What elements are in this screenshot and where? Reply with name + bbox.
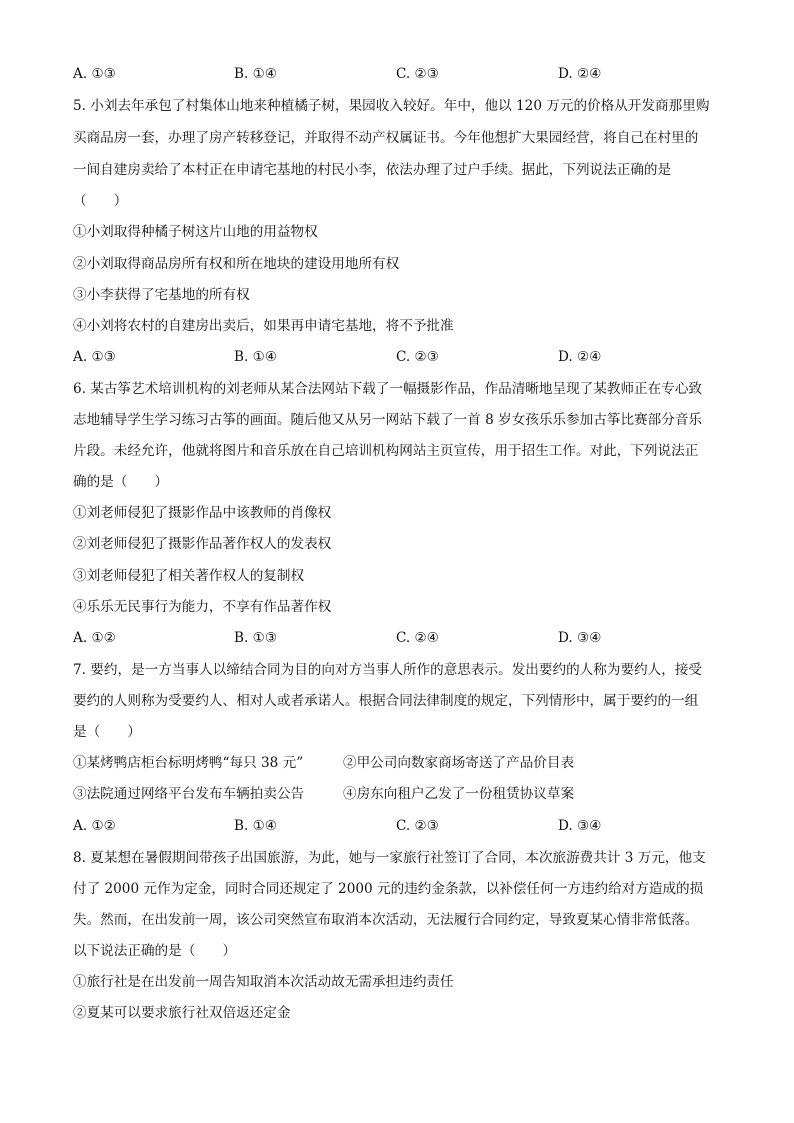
q6-option-d[interactable]: D. ③④ [558, 630, 602, 646]
q8-stem-line: 付了 2000 元作为定金，同时合同还规定了 2000 元的违约金条款，以补偿任何一方违约给对方造成的损 [73, 881, 704, 897]
q6-item: ②刘老师侵犯了摄影作品著作权人的发表权 [73, 536, 332, 552]
q4-option-a[interactable]: A. ①③ [73, 66, 116, 82]
q4-options [73, 64, 733, 84]
q6-item: ④乐乐无民事行为能力，不享有作品著作权 [73, 599, 332, 615]
q8-stem-line: 失。然而，在出发前一周，该公司突然宣布取消本次活动，无法履行合同约定，导致夏某心情非常低落。 [73, 912, 699, 928]
q6-option-c[interactable]: C. ②④ [396, 630, 439, 646]
q7-option-d[interactable]: D. ③④ [558, 818, 602, 834]
q5-stem-line: 5. 小刘去年承包了村集体山地来种植橘子树，果园收入较好。年中，他以 120 万元的价格从开发商那里购 [73, 98, 710, 114]
q6-item: ①刘老师侵犯了摄影作品中该教师的肖像权 [73, 505, 332, 521]
q5-item: ①小刘取得种橘子树这片山地的用益物权 [73, 224, 318, 240]
q5-options [73, 347, 733, 367]
q5-item: ②小刘取得商品房所有权和所在地块的建设用地所有权 [73, 256, 400, 272]
q6-option-b[interactable]: B. ①③ [234, 630, 278, 646]
q7-stem-line: 要约的人则称为受要约人、相对人或者承诺人。根据合同法律制度的规定，下列情形中，属于要约的一组 [73, 693, 699, 709]
q7-item: ②甲公司向数家商场寄送了产品价目表 [343, 755, 575, 771]
q7-item: ④房东向租户乙发了一份租赁协议草案 [343, 786, 575, 802]
q5-option-b[interactable]: B. ①④ [234, 349, 278, 365]
q6-stem-line: 片段。未经允许，他就将图片和音乐放在自己培训机构网站主页宣传，用于招生工作。对此，下列说法正 [73, 443, 699, 459]
q6-stem-line: 确的是（ ） [73, 474, 169, 490]
q5-stem-line: 买商品房一套，办理了房产转移登记，并取得不动产权属证书。今年他想扩大果园经营，将自己在村里的 [73, 130, 699, 146]
q7-option-a[interactable]: A. ①② [73, 818, 116, 834]
q7-item: ①某烤鸭店柜台标明烤鸭“每只 38 元” [73, 755, 304, 771]
q5-option-d[interactable]: D. ②④ [558, 349, 602, 365]
q5-stem-line: 一间自建房卖给了本村正在申请宅基地的村民小李，依法办理了过户手续。据此，下列说法正确的是 [73, 162, 672, 178]
q8-stem-line: 8. 夏某想在暑假期间带孩子出国旅游，为此，她与一家旅行社签订了合同，本次旅游费共计 3 万元，他支 [73, 850, 706, 866]
q5-item: ③小李获得了宅基地的所有权 [73, 287, 250, 303]
q5-item: ④小刘将农村的自建房出卖后，如果再申请宅基地，将不予批准 [73, 318, 454, 334]
q5-option-a[interactable]: A. ①③ [73, 349, 116, 365]
q7-stem-line: 是（ ） [73, 724, 141, 740]
q8-item: ①旅行社是在出发前一周告知取消本次活动故无需承担违约责任 [73, 974, 454, 990]
q8-item: ②夏某可以要求旅行社双倍返还定金 [73, 1005, 291, 1021]
q6-options [73, 628, 733, 648]
q6-item: ③刘老师侵犯了相关著作权人的复制权 [73, 568, 305, 584]
q8-stem-line: 以下说法正确的是（ ） [73, 943, 237, 959]
q7-item: ③法院通过网络平台发布车辆拍卖公告 [73, 786, 305, 802]
q4-option-b[interactable]: B. ①④ [234, 66, 278, 82]
q6-option-a[interactable]: A. ①② [73, 630, 116, 646]
q4-option-c[interactable]: C. ②③ [396, 66, 439, 82]
q7-option-b[interactable]: B. ①④ [234, 818, 278, 834]
q7-item-row [73, 753, 733, 773]
q7-options [73, 816, 733, 836]
q6-stem-line: 志地辅导学生学习练习古筝的画面。随后他又从另一网站下载了一首 8 岁女孩乐乐参加古筝比赛部分音乐 [73, 412, 703, 428]
q4-option-d[interactable]: D. ②④ [558, 66, 602, 82]
q6-stem-line: 6. 某古筝艺术培训机构的刘老师从某合法网站下载了一幅摄影作品，作品清晰地呈现了某教师正在专心致 [73, 381, 703, 397]
q5-stem-line: （ ） [73, 193, 128, 209]
q7-stem-line: 7. 要约，是一方当事人以缔结合同为目的向对方当事人所作的意思表示。发出要约的人称为要约人，接受 [73, 662, 703, 678]
q7-item-row [73, 784, 733, 804]
q7-option-c[interactable]: C. ②③ [396, 818, 439, 834]
q5-option-c[interactable]: C. ②③ [396, 349, 439, 365]
